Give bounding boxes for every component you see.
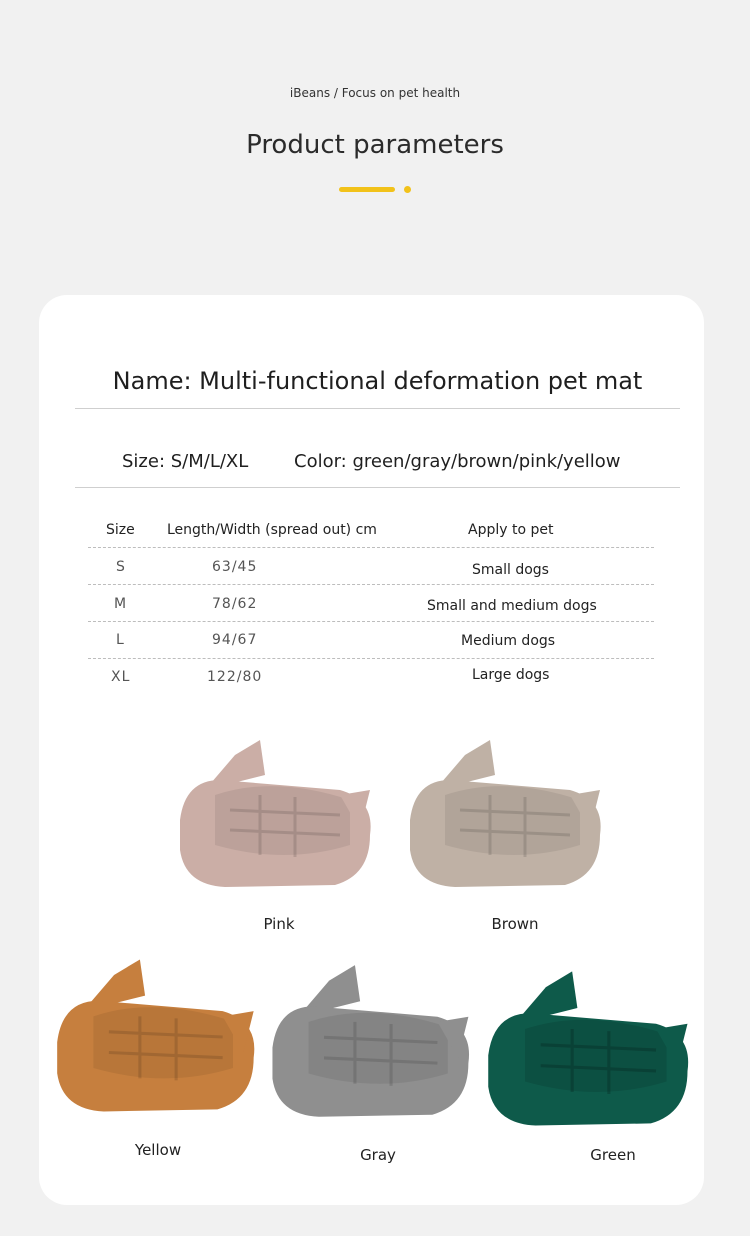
pet-bed-image-gray xyxy=(267,960,479,1125)
row-apply: Large dogs xyxy=(472,667,550,683)
row-apply: Small and medium dogs xyxy=(427,598,597,614)
row-apply: Medium dogs xyxy=(461,633,556,649)
table-header-dimensions: Length/Width (spread out) cm xyxy=(167,522,377,538)
divider xyxy=(75,408,680,409)
brand-line: iBeans / Focus on pet health xyxy=(289,86,461,100)
accent-bar xyxy=(339,187,395,192)
page-title: Product parameters xyxy=(246,130,504,160)
row-dimensions: 122/80 xyxy=(207,669,263,685)
table-header-size: Size xyxy=(106,522,135,538)
variant-label-yellow: Yellow xyxy=(134,1141,182,1159)
pet-bed-image-pink xyxy=(175,735,380,895)
table-divider xyxy=(88,584,654,585)
row-dimensions: 78/62 xyxy=(212,596,258,612)
table-header-apply: Apply to pet xyxy=(468,522,554,538)
divider xyxy=(75,487,680,488)
row-size: M xyxy=(114,596,128,612)
size-options: Size: S/M/L/XL xyxy=(122,451,249,472)
variant-label-pink: Pink xyxy=(263,915,295,933)
product-name: Name: Multi-functional deformation pet mat xyxy=(112,367,643,395)
row-size: L xyxy=(116,632,125,648)
accent-dot xyxy=(404,186,411,193)
row-size: S xyxy=(116,559,126,575)
color-options: Color: green/gray/brown/pink/yellow xyxy=(294,451,621,472)
row-dimensions: 63/45 xyxy=(212,559,258,575)
variant-label-brown: Brown xyxy=(491,915,539,933)
variant-label-green: Green xyxy=(590,1146,636,1164)
row-dimensions: 94/67 xyxy=(212,632,258,648)
row-size: XL xyxy=(111,669,131,685)
table-divider xyxy=(88,621,654,622)
variant-label-gray: Gray xyxy=(360,1146,396,1164)
pet-bed-image-yellow xyxy=(52,952,264,1122)
table-divider xyxy=(88,547,654,548)
pet-bed-image-brown xyxy=(405,735,610,895)
row-apply: Small dogs xyxy=(472,562,549,578)
pet-bed-image-green xyxy=(483,965,698,1135)
table-divider xyxy=(88,658,654,659)
